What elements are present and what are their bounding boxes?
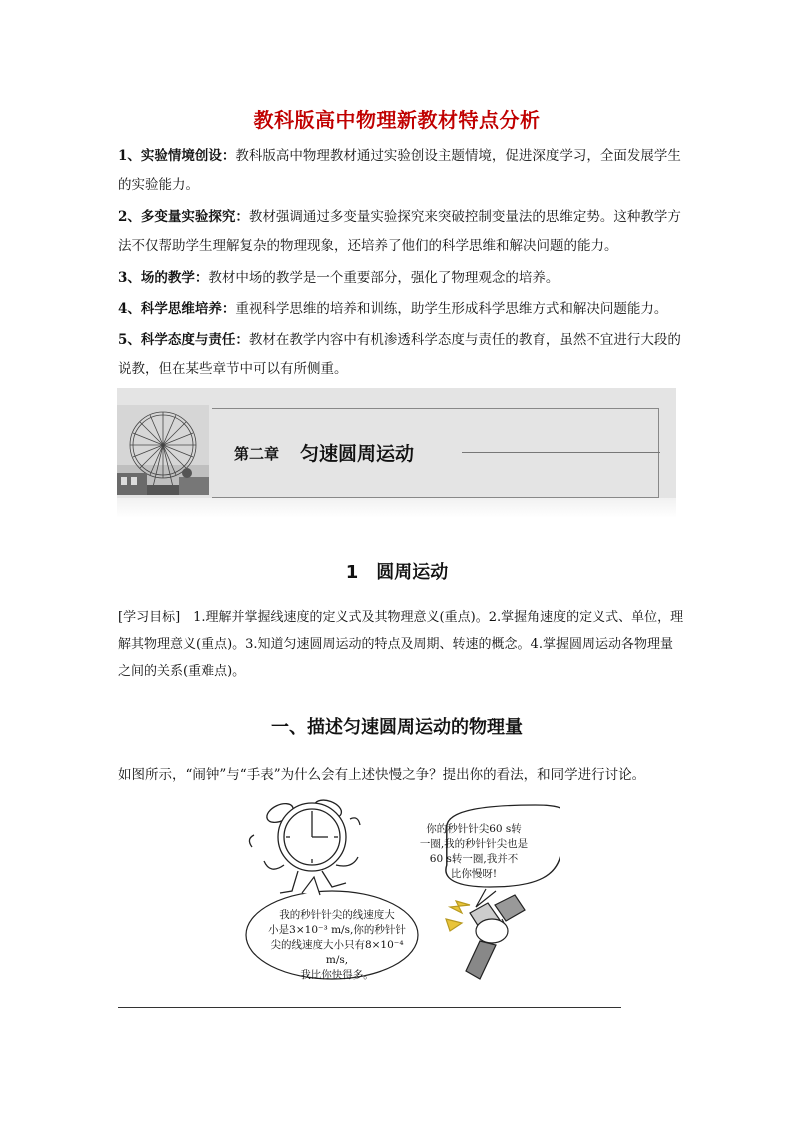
chapter-number: 第二章 (234, 445, 280, 463)
feature-label: 1、实验情境创设： (118, 148, 236, 164)
subsection-title: 一、描述匀速圆周运动的物理量 (271, 717, 523, 738)
feature-text: 重视科学思维的培养和训练，助学生形成科学思维方式和解决问题能力。 (235, 301, 668, 317)
feature-text: 教材强调通过多变量实验探究来突破控制变量法的思维定势。这种教学方法不仅帮助学生理解复杂的物理现象，还培养了他们的科学思维和解决问题的能力。 (118, 209, 681, 254)
clock-bubble-text: 我的秒针针尖的线速度大 小是3×10⁻³ m/s,你的秒针针 尖的线速度大小只有8×10⁻⁴ m/s, 我比你快得多。 (268, 909, 406, 981)
chapter-title: 匀速圆周运动 (300, 443, 415, 465)
chapter-title-frame (212, 408, 659, 498)
feature-text: 教材在教学内容中有机渗透科学态度与责任的教育，虽然不宜进行大段的说教，但在某些章节中可以有所侧重。 (118, 332, 681, 377)
feature-label: 4、科学思维培养： (118, 301, 236, 317)
feature-paragraph-2 (118, 203, 684, 261)
feature-label: 5、科学态度与责任： (118, 332, 249, 348)
feature-text: 教材中场的教学是一个重要部分，强化了物理观念的培养。 (208, 270, 560, 286)
document-title: 教科版高中物理新教材特点分析 (253, 108, 541, 132)
feature-text: 教科版高中物理教材通过实验创设主题情境，促进深度学习，全面发展学生的实验能力。 (118, 148, 681, 193)
wristwatch-icon (446, 895, 525, 979)
feature-label: 2、多变量实验探究： (118, 209, 249, 225)
feature-paragraph-5 (118, 326, 684, 384)
discussion-question: 如图所示，“闹钟”与“手表”为什么会有上述快慢之争？提出你的看法，和同学进行讨论。 (118, 767, 646, 783)
learning-goals: [学习目标] 1.理解并掌握线速度的定义式及其物理意义(重点)。2.掌握角速度的定义式、单位，理解其物理意义(重点)。3.知道匀速圆周运动的特点及周期、转速的概念。4.掌握圆周运动各物理量之间的关系(重难点)。 (118, 610, 684, 679)
watch-bubble-text: 你的秒针针尖60 s转 一圈,我的秒针针尖也是 60 s转一圈,我并不 比你慢呀! (419, 823, 529, 880)
feature-paragraph-4 (118, 295, 684, 324)
chapter-rule (462, 452, 660, 453)
feature-label: 3、场的教学： (118, 270, 209, 286)
feature-paragraph-1 (118, 142, 684, 200)
footer-rule (118, 1007, 621, 1008)
alarm-clock-icon (249, 797, 360, 893)
section-title: 1 圆周运动 (345, 562, 449, 583)
ferris-wheel-photo (117, 405, 209, 495)
feature-paragraph-3 (118, 264, 684, 293)
chapter-banner-fade (117, 498, 676, 518)
